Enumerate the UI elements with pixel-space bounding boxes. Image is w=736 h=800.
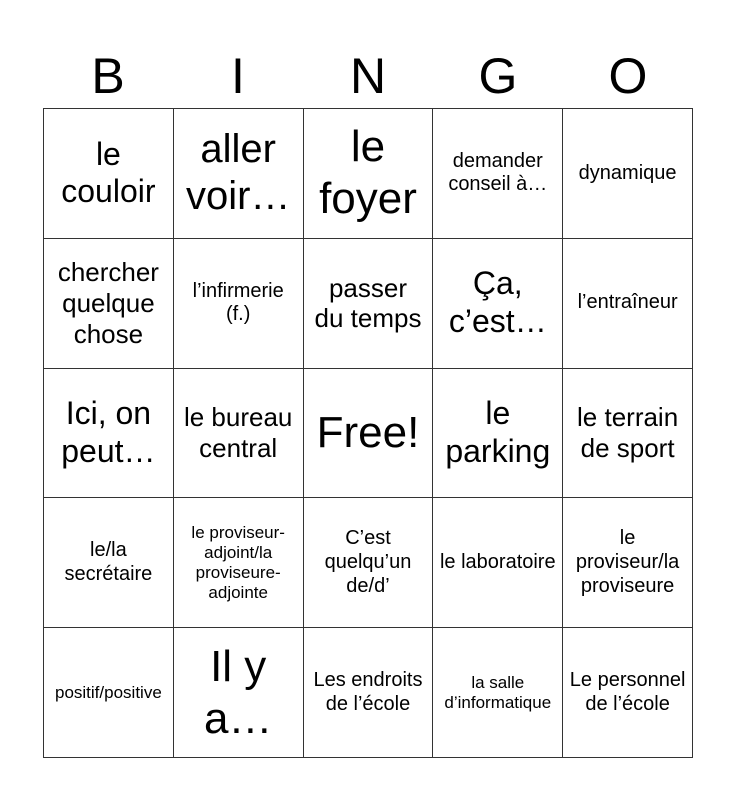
bingo-cell: Ici, on peut…	[44, 369, 174, 499]
header-letter-g: G	[478, 48, 518, 104]
bingo-cell: le laboratoire	[433, 498, 563, 628]
bingo-cell: positif/positive	[44, 628, 174, 758]
bingo-cell: Les endroits de l’école	[304, 628, 434, 758]
bingo-cell: aller voir…	[174, 109, 304, 239]
bingo-cell: le foyer	[304, 109, 434, 239]
bingo-cell: l’infirmerie (f.)	[174, 239, 304, 369]
header-letter-i: I	[231, 48, 245, 104]
header-letter-n: N	[349, 48, 387, 104]
bingo-cell: passer du temps	[304, 239, 434, 369]
bingo-cell: chercher quelque chose	[44, 239, 174, 369]
bingo-cell: Il y a…	[174, 628, 304, 758]
bingo-cell: le parking	[433, 369, 563, 499]
bingo-cell: demander conseil à…	[433, 109, 563, 239]
bingo-header	[43, 44, 693, 108]
bingo-cell: le proviseur-adjoint/la proviseure-adjointe	[174, 498, 304, 628]
header-letter-o: O	[608, 48, 648, 104]
bingo-cell: Ça, c’est…	[433, 239, 563, 369]
bingo-cell: le proviseur/la proviseure	[563, 498, 693, 628]
bingo-cell: le couloir	[44, 109, 174, 239]
bingo-cell: la salle d’informatique	[433, 628, 563, 758]
bingo-cell: le terrain de sport	[563, 369, 693, 499]
bingo-cell: C’est quelqu’un de/d’	[304, 498, 434, 628]
bingo-cell: dynamique	[563, 109, 693, 239]
bingo-cell: l’entraîneur	[563, 239, 693, 369]
bingo-cell: le bureau central	[174, 369, 304, 499]
header-letter-b: B	[91, 48, 125, 104]
bingo-grid	[43, 108, 693, 758]
bingo-cell: le/la secrétaire	[44, 498, 174, 628]
bingo-cell: Le personnel de l’école	[563, 628, 693, 758]
free-space: Free!	[304, 369, 434, 499]
